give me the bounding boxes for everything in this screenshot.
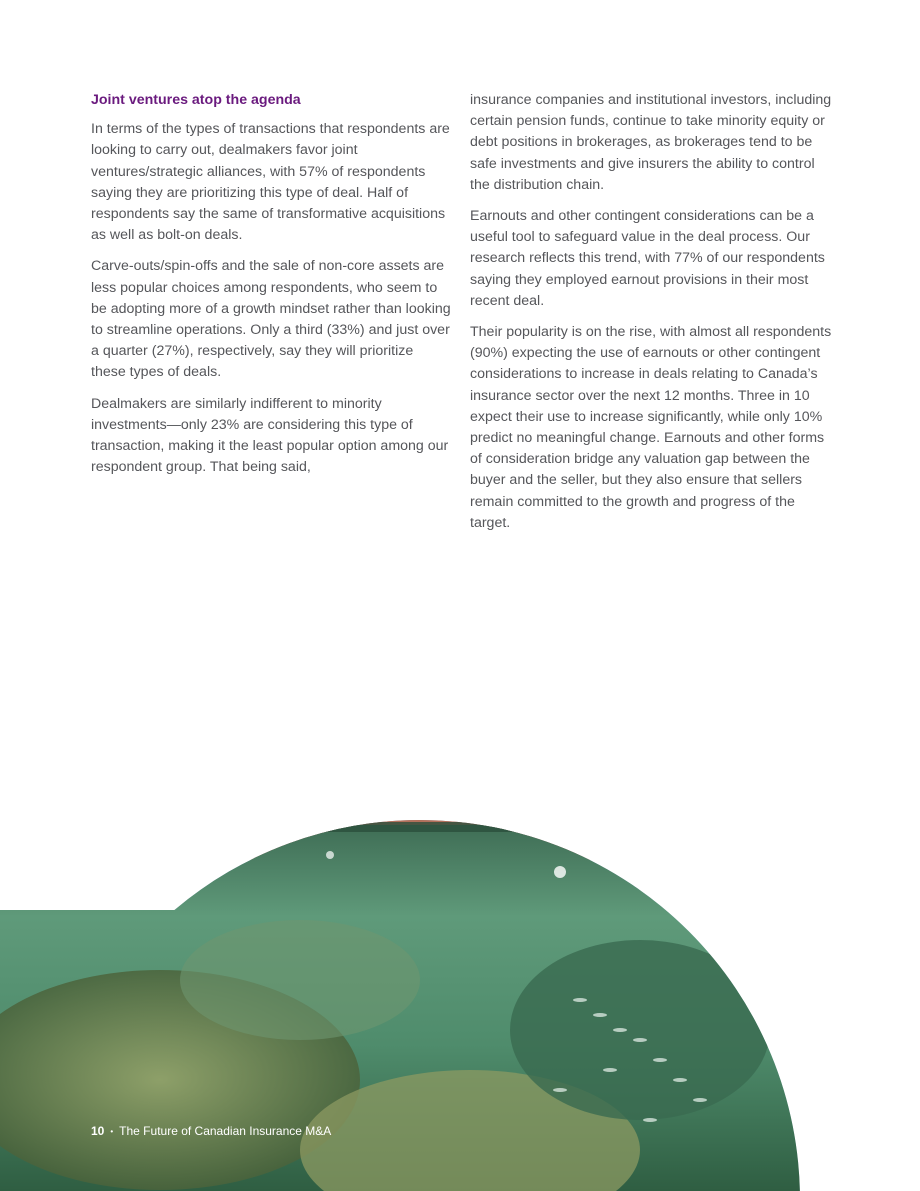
body-paragraph: Dealmakers are similarly indifferent to minority investments—only 23% are considering this type of transaction, making it the least popular option among our respondent group. That being said, — [91, 395, 449, 476]
footer-separator: • — [110, 1126, 114, 1136]
page-number: 10 — [91, 1124, 105, 1138]
body-paragraph: Earnouts and other contingent considerations can be a useful tool to safeguard value in the deal process. Our research reflects this trend, with 77% of our respondents saying they employed earnout provisions in their most recent deal. — [470, 208, 825, 309]
page-footer — [91, 1124, 331, 1138]
coastal-underwater-photo — [0, 560, 920, 1191]
publication-title: The Future of Canadian Insurance M&A — [119, 1124, 332, 1138]
left-text-column — [91, 90, 451, 488]
body-paragraph: insurance companies and institutional investors, including certain pension funds, continue to take minority equity or debt positions in brokerages, as brokerages tend to be safe investments and give insurers the ability to control the distribution chain. — [470, 92, 832, 193]
right-text-column — [470, 90, 832, 544]
body-paragraph: In terms of the types of transactions that respondents are looking to carry out, dealmakers favor joint ventures/strategic alliances, with 57% of respondents saying they are prioritizing this type of deal. Half of respondents say the same of transformative acquisitions as well as bolt-on deals. — [91, 121, 450, 244]
body-paragraph: Carve-outs/spin-offs and the sale of non-core assets are less popular choices among respondents, who seem to be adopting more of a growth mindset rather than looking to streamline operations. Only a third (33%) and just over a quarter (27%), respectively, say they will prioritize these types of deals. — [91, 258, 451, 381]
body-paragraph: Their popularity is on the rise, with almost all respondents (90%) expecting the use of earnouts or other contingent considerations to increase in deals relating to Canada’s insurance sector over the next 12 months. Three in 10 expect their use to increase significantly, while only 10% predict no meaningful change. Earnouts and other forms of consideration bridge any valuation gap between the buyer and the seller, but they also ensure that sellers remain committed to the growth and progress of the target. — [470, 324, 832, 531]
section-heading: Joint ventures atop the agenda — [91, 92, 301, 108]
